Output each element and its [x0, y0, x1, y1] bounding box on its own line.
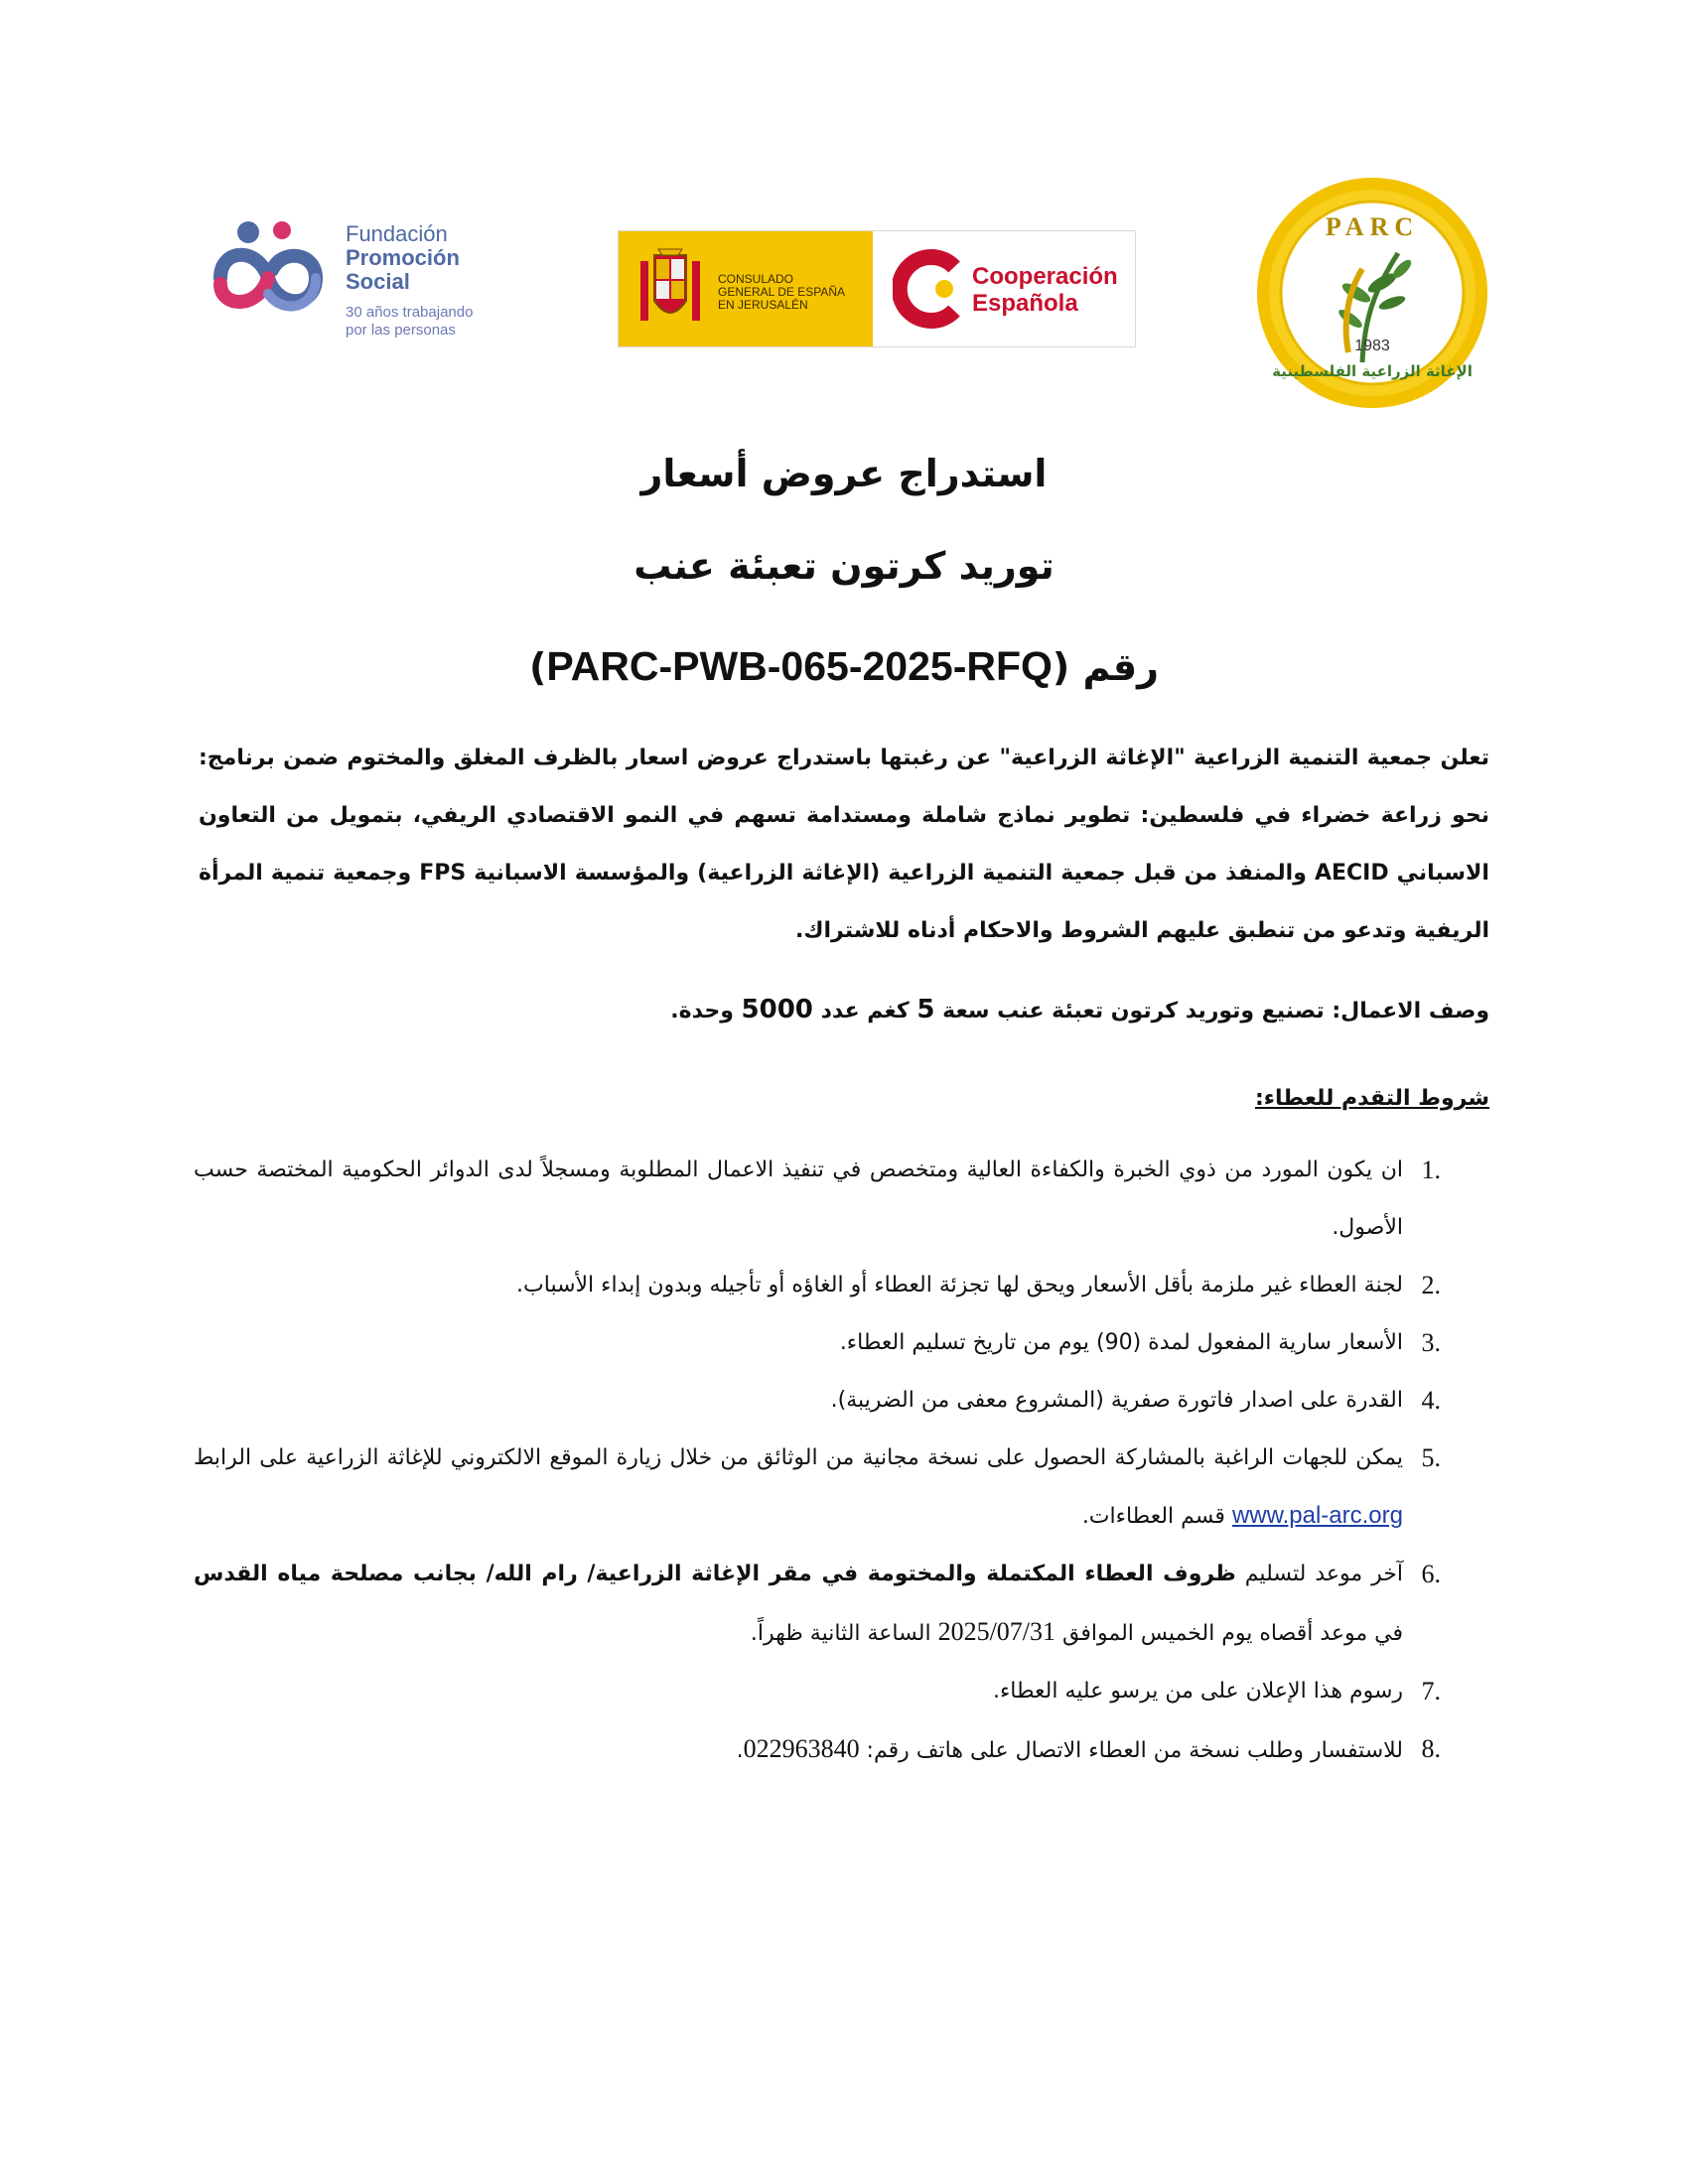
- fps-logo: [199, 208, 526, 347]
- header-logos: [0, 174, 1688, 422]
- website-link[interactable]: www.pal-arc.org: [1231, 1502, 1403, 1529]
- condition-text: الأسعار سارية المفعول لمدة (90) يوم من تاريخ تسليم العطاء.: [839, 1330, 1403, 1355]
- consulado-line2: GENERAL DE ESPAÑA: [718, 285, 846, 299]
- fps-name-line2: Promoción: [346, 245, 460, 270]
- consulado-panel: [619, 231, 873, 346]
- condition-text: رسوم هذا الإعلان على من يرسو عليه العطاء.: [992, 1679, 1403, 1704]
- condition-number: 2.: [1421, 1271, 1441, 1299]
- consulado-text: [718, 273, 845, 312]
- parc-year: 1983: [1354, 338, 1390, 354]
- condition-number: 1.: [1421, 1156, 1441, 1184]
- fps-mark-icon: [199, 208, 338, 347]
- condition-text-after: الساعة الثانية ظهراً.: [750, 1621, 938, 1646]
- conditions-list: [194, 1142, 1494, 1780]
- condition-item-5: [194, 1430, 1494, 1546]
- cooperacion-line2: Española: [972, 290, 1078, 317]
- condition-text-after: .: [736, 1738, 744, 1763]
- scope-capacity: 5: [916, 995, 935, 1024]
- condition-item-1: [194, 1142, 1494, 1257]
- cooperacion-text: [972, 263, 1118, 317]
- fps-tagline: [346, 304, 473, 340]
- condition-item-6: [194, 1546, 1494, 1663]
- condition-number: 7.: [1421, 1677, 1441, 1706]
- fps-tagline-line1: 30 años trabajando: [346, 304, 474, 321]
- condition-item-8: [194, 1720, 1494, 1780]
- title-rfq: استدراج عروض أسعار: [640, 452, 1048, 495]
- scope-part1: وصف الاعمال: تصنيع وتوريد كرتون تعبئة عنب سعة: [934, 999, 1489, 1024]
- parc-seal-logo: [1253, 174, 1491, 412]
- cooperacion-panel: [873, 231, 1135, 346]
- condition-number: 6.: [1421, 1560, 1441, 1588]
- parc-acronym: PARC: [1325, 212, 1420, 241]
- cooperacion-line1: Cooperación: [972, 263, 1118, 290]
- scope-part3: وحدة.: [670, 999, 742, 1024]
- condition-text-mid: في موعد أقصاه يوم الخميس الموافق: [1055, 1621, 1403, 1646]
- consulado-line3: EN JERUSALÉN: [718, 298, 808, 312]
- conditions-heading: شروط التقدم للعطاء:: [1254, 1086, 1489, 1111]
- condition-number: 3.: [1421, 1328, 1441, 1357]
- title-subject: توريد كرتون تعبئة عنب: [633, 544, 1055, 588]
- condition-text-after: قسم العطاءات.: [1081, 1504, 1232, 1529]
- condition-text-before: يمكن للجهات الراغبة بالمشاركة الحصول على نسخة مجانية من الوثائق من خلال زيارة الموقع الالكتروني للإغاثة الزراعية على الرابط: [194, 1445, 1403, 1470]
- condition-number: 5.: [1421, 1443, 1441, 1472]
- condition-text: ان يكون المورد من ذوي الخبرة والكفاءة العالية ومتخصص في تنفيذ الاعمال المطلوبة ومسجلاً لدى الدوائر الحكومية المختصة حسب الأصول.: [194, 1158, 1403, 1240]
- phone-number: 022963840: [743, 1734, 860, 1763]
- scope-quantity: 5000: [741, 995, 813, 1024]
- condition-item-3: [194, 1314, 1494, 1372]
- condition-item-2: [194, 1257, 1494, 1314]
- condition-text-before: آخر موعد لتسليم: [1235, 1562, 1403, 1586]
- fps-name-line3: Social: [346, 269, 410, 294]
- condition-text: لجنة العطاء غير ملزمة بأقل الأسعار ويحق لها تجزئة العطاء أو الغاؤه أو تأجيله وبدون إبداء الأسباب.: [516, 1273, 1403, 1297]
- fps-name-line1: Fundación: [346, 221, 448, 246]
- consulado-line1: CONSULADO: [718, 272, 794, 286]
- title-reference-suffix: ): [528, 645, 547, 689]
- reference-number: PARC-PWB-065-2025-RFQ: [546, 643, 1053, 689]
- fps-text: [346, 222, 473, 340]
- spain-coat-of-arms-icon: [636, 245, 704, 333]
- title-reference-prefix: رقم (: [1052, 645, 1160, 689]
- condition-item-4: [194, 1372, 1494, 1430]
- scope-of-work: [199, 993, 1489, 1028]
- fps-tagline-line2: por las personas: [346, 322, 456, 339]
- condition-item-7: [194, 1663, 1494, 1720]
- submission-location: ظروف العطاء المكتملة والمختومة في مقر الإغاثة الزراعية/ رام الله/ بجانب مصلحة مياه القدس: [194, 1562, 1236, 1586]
- intro-paragraph: تعلن جمعية التنمية الزراعية "الإغاثة الزراعية" عن رغبتها باستدراج عروض اسعار بالظرف المغلق والمختوم ضمن برنامج: نحو زراعة خضراء في فلسطين: تطوير نماذج شاملة ومستدامة تسهم في النمو الاقتصادي الريفي، بتمويل من التعاون الاسباني AECID والمنفذ من قبل جمعية التنمية الزراعية (الإغاثة الزراعية) والمؤسسة الاسبانية FPS وجمعية تنمية المرأة الريفية وتدعو من تنطبق عليهم الشروط والاحكام أدناه للاشتراك.: [199, 746, 1489, 943]
- spain-cooperation-logo: [618, 230, 1136, 347]
- cooperacion-mark-icon: [893, 249, 964, 329]
- condition-number: 4.: [1421, 1386, 1441, 1415]
- title-reference: [0, 643, 1688, 690]
- condition-text-before: للاستفسار وطلب نسخة من العطاء الاتصال على هاتف رقم:: [859, 1738, 1403, 1763]
- parc-arabic-name: الإغاثة الزراعية الفلسطينية: [1272, 362, 1473, 380]
- condition-number: 8.: [1421, 1734, 1441, 1763]
- scope-part2: كغم عدد: [812, 999, 917, 1024]
- deadline-date: 2025/07/31: [937, 1617, 1056, 1646]
- condition-text: القدرة على اصدار فاتورة صفرية (المشروع معفى من الضريبة).: [830, 1388, 1403, 1413]
